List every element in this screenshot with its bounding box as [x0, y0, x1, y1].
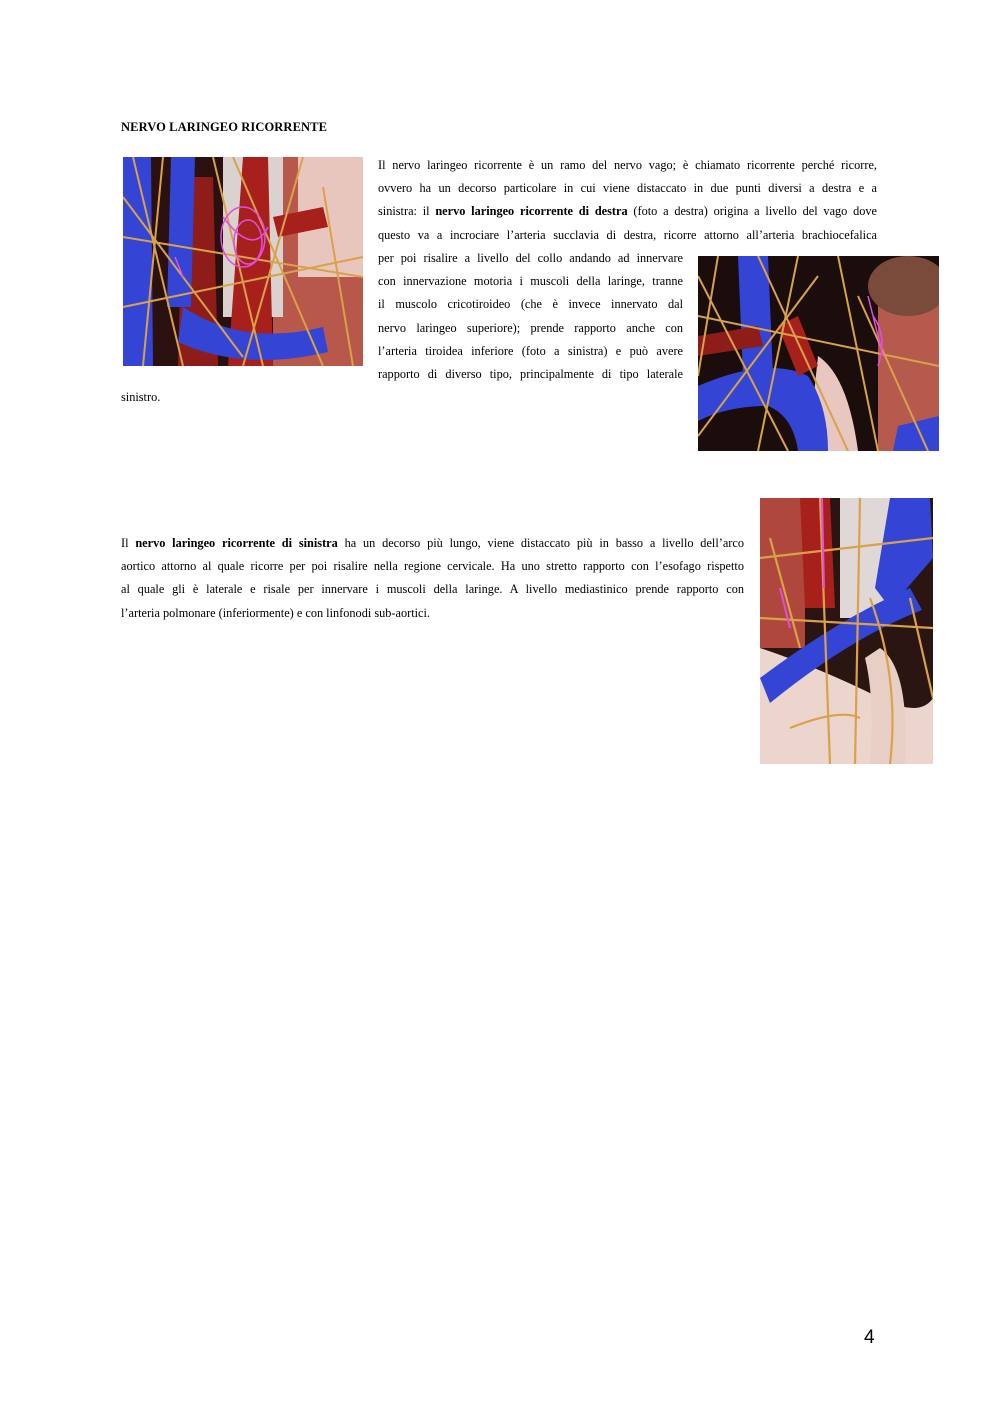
para1-line: per poi risalire a livello del collo andando ad innervare — [378, 251, 683, 265]
text-run: ha un decorso più lungo, viene distaccato più in basso a livello dell’arco — [337, 536, 744, 550]
page-number: 4 — [864, 1327, 875, 1348]
anatomy-image-right-subclavian — [698, 256, 939, 451]
bold-term: nervo laringeo ricorrente di destra — [435, 204, 628, 219]
paragraph-right-recurrent-nerve-end — [121, 386, 321, 409]
anatomy-image-aortic-arch — [760, 498, 933, 764]
paragraph-right-recurrent-nerve — [378, 154, 877, 247]
para2-line — [121, 532, 744, 555]
para1-line: il muscolo cricotiroideo (che è invece innervato dal — [378, 297, 683, 312]
text-run: (foto a destra) origina a livello del vago dove — [627, 204, 878, 219]
para2-line: al quale gli è laterale e risale per innervare i muscoli della laringe. A livello mediastinico prende rapporto con — [121, 582, 744, 597]
paragraph-right-recurrent-nerve-wrapped — [378, 247, 683, 386]
para1-line: rapporto di diverso tipo, principalmente di tipo laterale — [378, 367, 683, 382]
anatomy-image-thyroid-artery — [123, 157, 363, 366]
para1-line: Il nervo laringeo ricorrente è un ramo del nervo vago; è chiamato ricorrente perché ricorre, — [378, 158, 877, 172]
text-run: Il — [121, 536, 136, 550]
para1-line: con innervazione motoria i muscoli della laringe, tranne — [378, 274, 683, 289]
para1-line: ovvero ha un decorso particolare in cui viene distaccato in due punti diversi a destra e a — [378, 181, 877, 196]
section-title: NERVO LARINGEO RICORRENTE — [121, 120, 328, 134]
para1-line: questo va a incrociare l’arteria succlavia di destra, ricorre attorno all’arteria brachiocefalica — [378, 227, 877, 242]
para2-line: aortico attorno al quale ricorre per poi risalire nella regione cervicale. Ha uno stretto rapporto con l’esofago rispetto — [121, 559, 744, 574]
para1-line: l’arteria tiroidea inferiore (foto a sinistra) e può avere — [378, 343, 683, 358]
bold-term: nervo laringeo ricorrente di sinistra — [135, 536, 338, 550]
paragraph-left-recurrent-nerve — [121, 532, 744, 625]
para1-line — [378, 200, 877, 223]
text-run: sinistra: il — [378, 204, 436, 219]
para1-line: nervo laringeo superiore); prende rapporto anche con — [378, 320, 683, 335]
para2-line: l’arteria polmonare (inferiormente) e con linfonodi sub-aortici. — [121, 605, 431, 620]
para1-line: sinistro. — [121, 390, 161, 404]
